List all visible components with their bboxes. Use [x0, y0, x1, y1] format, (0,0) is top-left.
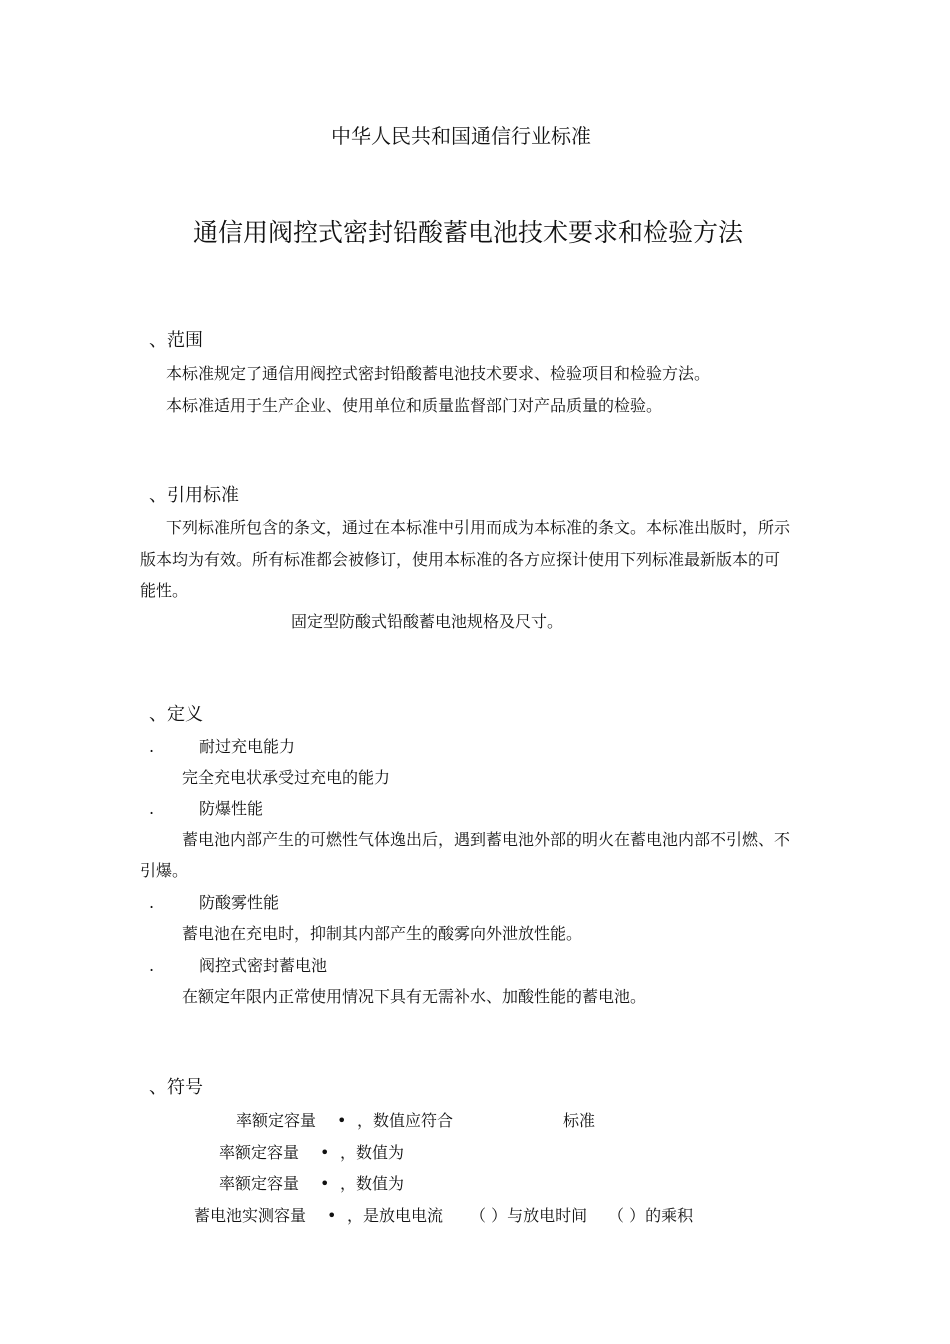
def-desc: 引爆。	[140, 861, 189, 880]
doc-title: 通信用阀控式密封铅酸蓄电池技术要求和检验方法	[193, 218, 744, 247]
def-term: 阀控式密封蓄电池	[199, 956, 328, 975]
symbol-text: （ ）的乘积	[608, 1206, 694, 1225]
def-bullet: .	[149, 737, 155, 756]
scope-line-1: 本标准规定了通信用阀控式密封铅酸蓄电池技术要求、检验项目和检验方法。	[166, 364, 711, 383]
symbol-text: ，数值为	[340, 1143, 405, 1162]
symbol-text: ，数值为	[340, 1174, 405, 1193]
refs-line-1: 下列标准所包含的条文，通过在本标准中引用而成为本标准的条文。本标准出版时，所示	[166, 518, 791, 537]
def-desc: 完全充电状承受过充电的能力	[182, 768, 391, 787]
refs-line-2: 版本均为有效。所有标准都会被修订，使用本标准的各方应探计使用下列标准最新版本的可	[140, 550, 781, 569]
def-term: 防酸雾性能	[199, 893, 280, 912]
symbol-dot: •	[327, 1206, 337, 1225]
symbol-text: ，数值应符合	[357, 1111, 454, 1130]
scope-line-2: 本标准适用于生产企业、使用单位和质量监督部门对产品质量的检验。	[166, 396, 663, 415]
section-heading-symbols: 、符号	[149, 1077, 203, 1098]
symbol-dot: •	[320, 1174, 330, 1193]
def-bullet: .	[149, 956, 155, 975]
symbol-text: 标准	[563, 1111, 596, 1130]
symbol-term: 率额定容量	[219, 1143, 300, 1162]
symbol-term: 蓄电池实测容量	[194, 1206, 307, 1225]
symbol-term: 率额定容量	[219, 1174, 300, 1193]
def-term: 防爆性能	[199, 799, 264, 818]
section-heading-defs: 、定义	[149, 704, 203, 725]
def-desc: 蓄电池内部产生的可燃性气体逸出后，遇到蓄电池外部的明火在蓄电池内部不引燃、不	[182, 830, 791, 849]
refs-line-3: 能性。	[140, 581, 189, 600]
symbol-term: 率额定容量	[236, 1111, 317, 1130]
def-bullet: .	[149, 799, 155, 818]
refs-line-4: 固定型防酸式铅酸蓄电池规格及尺寸。	[291, 612, 564, 631]
section-heading-scope: 、范围	[149, 330, 203, 351]
symbol-dot: •	[320, 1143, 330, 1162]
def-desc: 在额定年限内正常使用情况下具有无需补水、加酸性能的蓄电池。	[182, 987, 647, 1006]
symbol-text: ，是放电电流	[347, 1206, 444, 1225]
symbol-dot: •	[337, 1111, 347, 1130]
section-heading-refs: 、引用标准	[149, 485, 239, 506]
def-desc: 蓄电池在充电时，抑制其内部产生的酸雾向外泄放性能。	[182, 924, 583, 943]
def-term: 耐过充电能力	[199, 737, 296, 756]
symbol-text: （ ）与放电时间	[470, 1206, 588, 1225]
org-title: 中华人民共和国通信行业标准	[331, 124, 591, 148]
def-bullet: .	[149, 893, 155, 912]
